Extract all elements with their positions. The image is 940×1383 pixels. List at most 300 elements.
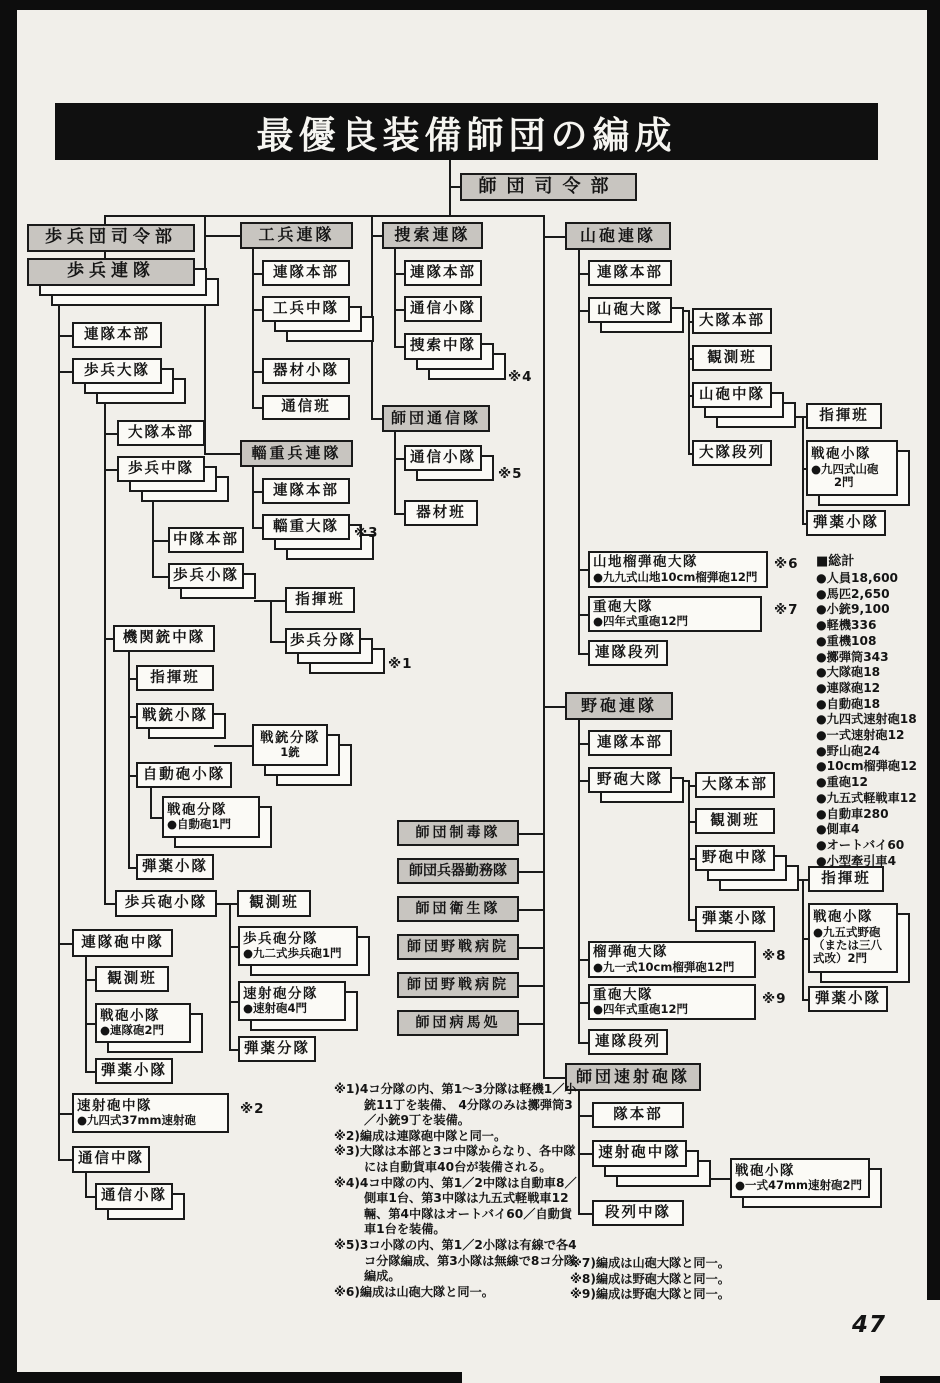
org-node-label: 大隊本部 — [128, 424, 194, 441]
connector-line — [152, 500, 154, 578]
org-node-label: 観測班 — [107, 970, 157, 987]
org-node-label: 隊本部 — [613, 1106, 663, 1123]
org-node — [592, 1200, 684, 1226]
page-edge-left — [0, 0, 17, 1383]
totals-item: ●オートバイ60 — [816, 837, 905, 852]
totals-item: ●擲弾筒343 — [816, 649, 889, 664]
org-node-label: 式改）2門 — [813, 951, 868, 966]
org-node-label: 弾薬分隊 — [244, 1040, 310, 1057]
connector-line — [394, 249, 396, 348]
connector-line — [128, 652, 130, 868]
footnotes-right — [570, 1256, 830, 1303]
org-node — [285, 587, 355, 613]
org-node-label: ●九五式野砲 — [813, 924, 881, 939]
org-node-label: ●九二式歩兵砲1門 — [243, 946, 342, 961]
connector-line — [543, 1077, 565, 1079]
org-node — [695, 772, 775, 798]
note-ref: ※4 — [508, 369, 533, 385]
org-node-label: 師団速射砲隊 — [575, 1066, 690, 1086]
org-node-label: 1銃 — [280, 745, 300, 760]
org-node-label: ●四年式重砲12門 — [593, 614, 689, 629]
org-node-label: 師団病馬処 — [415, 1014, 501, 1031]
org-node-label: 榴弾砲大隊 — [593, 944, 668, 960]
connector-line — [229, 903, 237, 905]
connector-line — [711, 1178, 730, 1180]
org-node — [588, 767, 672, 793]
org-node — [238, 1036, 316, 1062]
org-node — [695, 906, 775, 932]
org-node — [168, 563, 244, 589]
org-node-label: 通信中隊 — [78, 1151, 144, 1168]
connector-line — [252, 491, 262, 493]
org-node-label: 師団司令部 — [478, 175, 619, 197]
org-node — [404, 445, 482, 471]
totals-item: ●小型牽引車4 — [816, 853, 897, 868]
org-node-label: 戦銃分隊 — [260, 729, 320, 746]
page-number: 47 — [852, 1312, 887, 1338]
totals-item: ●小銃9,100 — [816, 602, 890, 617]
connector-line — [229, 1001, 238, 1003]
org-node — [588, 297, 672, 323]
connector-line — [688, 919, 695, 921]
org-node — [588, 260, 672, 286]
connector-line — [104, 404, 106, 905]
org-node — [397, 934, 519, 960]
org-node — [27, 258, 195, 286]
org-node — [262, 296, 350, 322]
org-node — [565, 692, 673, 720]
connector-line — [270, 641, 285, 643]
org-node-label: 連隊本部 — [273, 482, 339, 499]
org-node — [262, 478, 350, 504]
org-node — [592, 1140, 687, 1167]
org-node — [692, 440, 772, 466]
org-node — [262, 260, 350, 286]
org-node — [808, 866, 884, 892]
org-node — [136, 854, 214, 880]
connector-line — [578, 310, 588, 312]
org-node — [588, 984, 756, 1020]
connector-line — [85, 1173, 87, 1198]
footnote: ※3)大隊は本部と3コ中隊からなり、各中隊には自動貨車40台が装備される。 — [334, 1144, 576, 1174]
org-node — [588, 640, 668, 666]
org-node — [730, 1158, 870, 1198]
footnote: ※5)3コ小隊の内、第1／2小隊は有線で各4コ分隊編成、第3小隊は無線で8コ分隊編成。 — [334, 1237, 577, 1284]
org-node-label: 連隊段列 — [595, 1033, 661, 1050]
org-node — [262, 514, 350, 540]
org-node-label: 連隊本部 — [597, 264, 663, 281]
title-banner — [55, 103, 878, 160]
org-node — [808, 986, 888, 1012]
totals-item: ●側車4 — [816, 822, 860, 837]
connector-line — [252, 527, 262, 529]
org-node-label: 師団制毒隊 — [415, 824, 501, 841]
org-node-label: 観測班 — [707, 349, 757, 366]
connector-line — [128, 775, 136, 777]
org-node — [95, 966, 169, 992]
connector-line — [150, 817, 162, 819]
org-node-label: 捜索連隊 — [394, 225, 471, 245]
connector-line — [543, 215, 545, 1079]
connector-line — [449, 186, 460, 188]
connector-line — [104, 469, 117, 471]
org-node — [285, 628, 361, 654]
connector-line — [688, 858, 695, 860]
org-node — [460, 173, 637, 201]
connector-line — [229, 946, 238, 948]
org-node — [397, 858, 519, 884]
org-node-label: 山砲大隊 — [597, 301, 663, 318]
org-node — [806, 510, 886, 536]
totals-list — [816, 550, 940, 869]
org-node-label: 戦砲小隊 — [100, 1007, 160, 1024]
org-node-label: 野砲連隊 — [580, 695, 657, 715]
org-node-label: 師団衛生隊 — [415, 900, 501, 917]
org-node-label: 歩兵中隊 — [128, 460, 194, 477]
org-node — [565, 222, 671, 250]
org-node-label: 輜重大隊 — [273, 518, 339, 535]
org-node-label: ●九一式10cm榴弾砲12門 — [593, 959, 735, 974]
org-node — [113, 625, 215, 652]
connector-line — [688, 310, 690, 455]
org-node — [136, 703, 214, 729]
org-node-label: 工兵中隊 — [273, 300, 339, 317]
org-node-label: 捜索中隊 — [410, 338, 476, 355]
org-node-label: 師団野戦病院 — [407, 976, 509, 993]
org-node — [695, 845, 775, 871]
page-edge-bottom-left — [0, 1372, 462, 1383]
connector-line — [578, 1153, 592, 1155]
totals-item: ●大隊砲18 — [816, 665, 881, 680]
org-node-label: 自動砲小隊 — [142, 766, 226, 783]
page-title: 最優良装備師団の編成 — [256, 112, 677, 157]
org-node-label: 連隊砲中隊 — [81, 934, 164, 951]
org-node-label: 指揮班 — [819, 407, 869, 424]
connector-line — [578, 720, 580, 1044]
org-node-label: ●四年式重砲12門 — [593, 1002, 689, 1017]
connector-line — [104, 215, 545, 217]
org-node — [238, 926, 358, 966]
footnote: ※7)編成は山砲大隊と同一。 — [570, 1256, 730, 1270]
org-node-label: 歩兵砲分隊 — [243, 930, 318, 947]
org-node-label: 歩兵連隊 — [67, 261, 155, 282]
connector-line — [519, 909, 543, 911]
connector-line — [104, 433, 117, 435]
org-node — [72, 358, 162, 384]
org-node-label: 連隊本部 — [597, 734, 663, 751]
org-node-label: 工兵連隊 — [258, 225, 335, 245]
org-node — [806, 440, 898, 496]
connector-line — [58, 300, 60, 1161]
org-node-label: 戦砲分隊 — [167, 801, 227, 818]
org-node — [117, 456, 205, 482]
org-node-label: 大隊段列 — [699, 444, 765, 461]
org-node — [397, 1010, 519, 1036]
org-node — [95, 1003, 191, 1043]
connector-line — [58, 1113, 72, 1115]
connector-line — [394, 273, 404, 275]
connector-line — [252, 371, 262, 373]
org-node-label: （または三八 — [813, 938, 882, 953]
connector-line — [229, 903, 231, 1050]
org-node-label: 連隊本部 — [84, 326, 150, 343]
connector-line — [85, 957, 87, 1073]
totals-item: ●一式速射砲12 — [816, 728, 905, 743]
connector-line — [85, 1196, 95, 1198]
org-node-label: 戦砲小隊 — [811, 445, 871, 462]
connector-line — [394, 432, 396, 515]
org-node — [27, 224, 195, 252]
org-node — [115, 890, 217, 917]
org-node-label: 弾薬小隊 — [813, 514, 879, 531]
org-node — [404, 296, 482, 322]
connector-line — [204, 235, 240, 237]
org-node-label: ●九九式山地10cm榴弾砲12門 — [593, 569, 758, 584]
note-ref: ※2 — [240, 1101, 265, 1117]
org-node-label: 師団通信隊 — [390, 408, 481, 427]
totals-item: ●野山砲24 — [816, 743, 881, 758]
connector-line — [152, 540, 168, 542]
connector-line — [394, 346, 404, 348]
connector-line — [519, 1023, 543, 1025]
connector-line — [252, 309, 262, 311]
org-node-label: 通信班 — [281, 399, 331, 416]
org-node — [588, 941, 756, 978]
footnote: ※4)4コ中隊の内、第1／2中隊は自動車8／側車1台、第3中隊は九五式軽戦車12輛、第4中隊はオートバイ60／自動貨車1台を装備。 — [334, 1175, 577, 1237]
org-node-label: 師団兵器勤務隊 — [409, 862, 507, 879]
totals-items — [816, 571, 940, 869]
org-node-label: 山地榴弾砲大隊 — [593, 554, 698, 570]
footnote: ※1)4コ分隊の内、第1～3分隊は軽機1／小銃11丁を装備、 4分隊のみは擲弾筒3／小銃9丁を装備。 — [334, 1082, 577, 1128]
org-node-label: 通信小隊 — [410, 300, 476, 317]
org-node-label: 戦銃小隊 — [142, 707, 208, 724]
org-node-label: 山砲連隊 — [579, 225, 656, 245]
connector-line — [252, 407, 262, 409]
org-node-label: 弾薬小隊 — [101, 1062, 167, 1079]
org-node-label: 弾薬小隊 — [702, 910, 768, 927]
org-node-label: 師団野戦病院 — [407, 938, 509, 955]
org-node-label: 野砲大隊 — [597, 771, 663, 788]
totals-item: ●10cm榴弾砲12 — [816, 759, 918, 774]
connector-line — [104, 903, 115, 905]
totals-item: ●九四式速射砲18 — [816, 712, 917, 727]
org-node — [808, 903, 898, 973]
org-node-label: ●九四式山砲 — [811, 461, 879, 476]
connector-line — [252, 273, 262, 275]
org-node — [162, 796, 260, 838]
note-ref: ※9 — [762, 991, 787, 1007]
connector-line — [85, 1071, 95, 1073]
connector-line — [519, 871, 543, 873]
org-node-label: 弾薬小隊 — [815, 990, 881, 1007]
org-node — [565, 1063, 701, 1091]
org-node — [397, 896, 519, 922]
org-node — [240, 440, 353, 467]
org-node-label: ●一式47mm速射砲2門 — [735, 1178, 863, 1193]
connector-line — [204, 215, 206, 455]
org-node-label: 通信小隊 — [101, 1188, 167, 1205]
org-node-label: ●九四式37mm速射砲 — [77, 1113, 197, 1128]
footnote: ※8)編成は野砲大隊と同一。 — [570, 1271, 730, 1286]
org-node-label: 野砲中隊 — [702, 849, 768, 866]
org-node — [592, 1102, 684, 1128]
org-node — [72, 1146, 150, 1173]
org-node — [238, 981, 346, 1021]
note-ref: ※7 — [774, 602, 799, 618]
connector-line — [578, 273, 588, 275]
org-node-label: ●自動砲1門 — [167, 817, 232, 832]
connector-line — [58, 371, 72, 373]
org-node-label: 観測班 — [249, 895, 299, 912]
org-node-label: 戦砲小隊 — [813, 909, 873, 926]
connector-line — [394, 513, 404, 515]
footnote: ※2)編成は連隊砲中隊と同一。 — [334, 1128, 507, 1143]
org-node — [117, 420, 205, 446]
org-node — [237, 890, 311, 917]
org-node-label: 大隊本部 — [702, 776, 768, 793]
connector-line — [578, 1213, 592, 1215]
org-node-label: 通信小隊 — [410, 449, 476, 466]
connector-line — [229, 1049, 238, 1051]
org-node-label: 連隊段列 — [595, 644, 661, 661]
connector-line — [85, 1023, 95, 1025]
org-node-label: 中隊本部 — [173, 531, 239, 548]
connector-line — [578, 780, 588, 782]
note-ref: ※3 — [354, 525, 379, 541]
connector-line — [128, 867, 136, 869]
connector-line — [128, 678, 136, 680]
connector-line — [578, 1115, 592, 1117]
totals-header: ■総計 — [816, 554, 855, 569]
org-node-label: ●速射砲4門 — [243, 1001, 308, 1016]
totals-item: ●重砲12 — [816, 775, 868, 790]
org-node — [382, 222, 483, 249]
org-node-label: 速射砲分隊 — [243, 985, 318, 1002]
connector-line — [688, 785, 695, 787]
org-node — [252, 724, 328, 766]
connector-line — [688, 821, 695, 823]
org-node — [95, 1183, 173, 1210]
connector-line — [58, 1159, 72, 1161]
connector-line — [578, 959, 588, 961]
org-node — [72, 1093, 229, 1133]
org-node — [404, 260, 482, 286]
org-node — [404, 333, 482, 360]
connector-line — [578, 653, 588, 655]
org-node-label: 機関銃中隊 — [122, 630, 206, 647]
org-node — [588, 596, 762, 632]
org-node — [692, 308, 772, 334]
org-node-label: 歩兵砲小隊 — [124, 895, 208, 912]
connector-line — [519, 833, 543, 835]
org-node — [806, 403, 882, 429]
org-node — [588, 730, 672, 756]
org-node-label: 歩兵団司令部 — [45, 227, 177, 248]
org-node — [136, 762, 232, 788]
note-ref: ※1 — [388, 656, 413, 672]
connector-line — [252, 467, 254, 529]
org-node — [382, 405, 490, 432]
note-ref: ※6 — [774, 556, 799, 572]
org-node-label: 器材小隊 — [273, 362, 339, 379]
totals-item: ●馬匹2,650 — [816, 586, 890, 601]
org-node-label: 歩兵分隊 — [290, 632, 356, 649]
org-node — [692, 345, 772, 371]
org-node-label: 輜重兵連隊 — [251, 443, 342, 462]
connector-line — [578, 569, 588, 571]
org-node-label: ●連隊砲2門 — [100, 1023, 165, 1038]
totals-item: ●自動車280 — [816, 806, 889, 821]
org-node-label: 指揮班 — [150, 669, 200, 686]
totals-item: ●重機108 — [816, 633, 877, 648]
connector-line — [152, 576, 168, 578]
connector-line — [578, 743, 588, 745]
note-ref: ※5 — [498, 466, 523, 482]
connector-line — [128, 716, 136, 718]
org-node — [240, 222, 353, 249]
org-node-label: 器材班 — [416, 504, 466, 521]
connector-line — [449, 160, 451, 217]
org-node — [262, 358, 350, 384]
connector-line — [519, 947, 543, 949]
org-node — [692, 382, 772, 408]
connector-line — [394, 458, 404, 460]
connector-line — [254, 600, 270, 602]
org-node — [695, 808, 775, 834]
totals-item: ●自動砲18 — [816, 696, 881, 711]
connector-line — [543, 236, 565, 238]
connector-line — [104, 638, 113, 640]
org-node-label: 山砲中隊 — [699, 386, 765, 403]
org-node-label: 連隊本部 — [273, 264, 339, 281]
org-node-label: 連隊本部 — [410, 264, 476, 281]
org-node-label: 歩兵大隊 — [84, 362, 150, 379]
org-node-label: 速射砲中隊 — [77, 1097, 152, 1114]
org-node — [95, 1058, 173, 1084]
connector-line — [58, 943, 72, 945]
org-node — [397, 972, 519, 998]
connector-line — [802, 879, 804, 1001]
connector-line — [150, 788, 152, 819]
connector-line — [394, 309, 404, 311]
totals-item: ●九五式軽戦車12 — [816, 790, 917, 805]
org-node — [588, 1029, 668, 1055]
org-node — [136, 665, 214, 691]
connector-line — [270, 600, 285, 602]
connector-line — [85, 979, 95, 981]
org-node — [404, 500, 478, 526]
org-node-label: 戦砲小隊 — [735, 1162, 795, 1179]
org-node-label: 指揮班 — [295, 591, 345, 608]
org-node-label: 段列中隊 — [605, 1204, 671, 1221]
org-node-label: 観測班 — [710, 812, 760, 829]
connector-line — [270, 600, 272, 643]
org-node-label: 速射砲中隊 — [598, 1145, 681, 1162]
footnote: ※6)編成は山砲大隊と同一。 — [334, 1284, 494, 1299]
connector-line — [58, 335, 72, 337]
org-node-label: 重砲大隊 — [593, 986, 653, 1003]
connector-line — [214, 745, 252, 747]
connector-line — [578, 1042, 588, 1044]
footnotes-left — [334, 1082, 578, 1300]
org-node — [72, 322, 162, 348]
org-node-label: 大隊本部 — [699, 312, 765, 329]
org-node — [588, 551, 768, 588]
org-node-label: 指揮班 — [821, 870, 871, 887]
org-node-label: 弾薬小隊 — [142, 858, 208, 875]
org-node-label: 歩兵小隊 — [173, 567, 239, 584]
org-node — [72, 929, 173, 957]
